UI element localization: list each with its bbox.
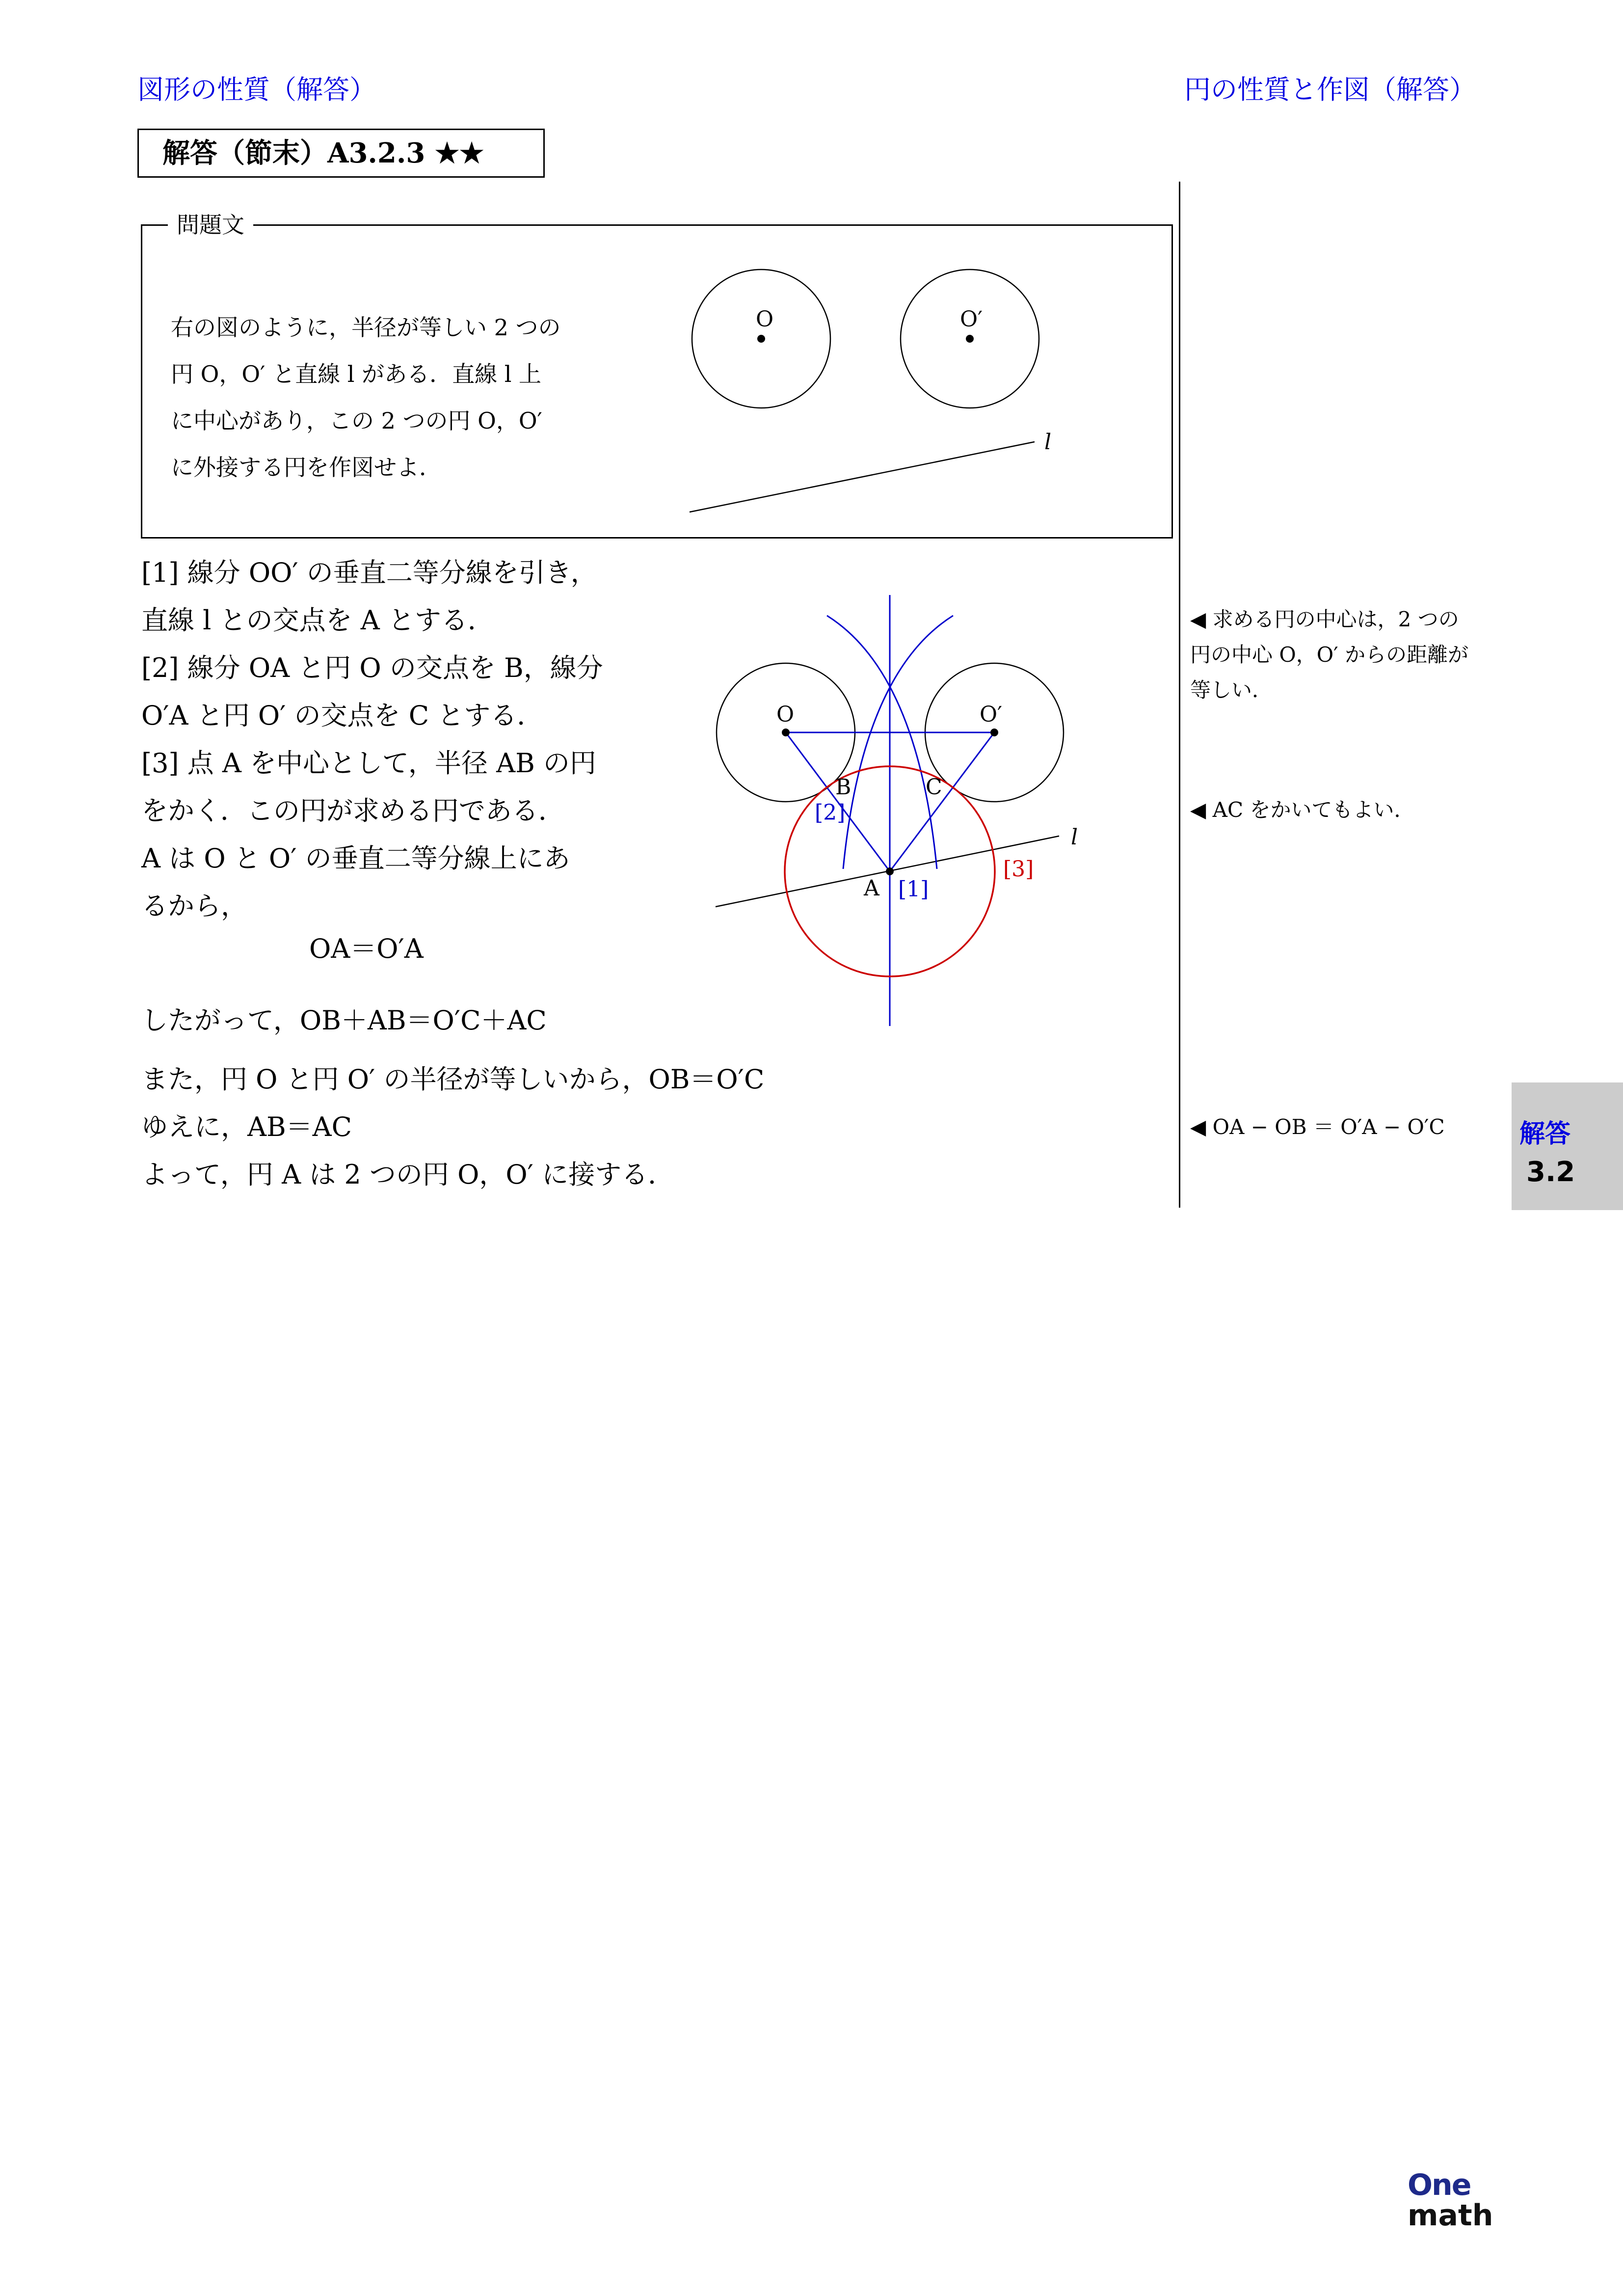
solution-line: したがって，OB＋AB＝O′C＋AC <box>141 1005 547 1036</box>
solution-conclusion <box>141 1055 764 1198</box>
problem-label: 問題文 <box>168 207 253 240</box>
point-a <box>886 867 894 875</box>
problem-line: 円 O，O′ と直線 l がある．直線 l 上 <box>171 361 542 387</box>
label-c: C <box>926 775 942 800</box>
header-right: 円の性質と作図（解答） <box>1184 74 1476 105</box>
label-o-prime: O′ <box>960 307 983 332</box>
margin-note <box>1190 602 1468 708</box>
solution-text <box>141 549 603 930</box>
margin-divider <box>1179 182 1180 1208</box>
margin-note <box>1190 1109 1445 1145</box>
equation-oa: OA＝O′A <box>309 933 424 964</box>
segment-o-prime-a <box>890 732 994 871</box>
point-o-prime <box>990 729 998 736</box>
note-line: 等しい． <box>1190 678 1273 702</box>
label-step3: [3] <box>1003 857 1034 882</box>
problem-box <box>141 212 1173 539</box>
logo-line1: One <box>1408 2168 1471 2202</box>
problem-line: に中心があり，この 2 つの円 O，O′ <box>171 407 543 434</box>
label-step1: [1] <box>898 877 929 902</box>
solution-line: るから， <box>141 891 247 921</box>
label-o-prime: O′ <box>980 702 1003 727</box>
label-step2: [2] <box>815 800 846 825</box>
label-o: O <box>756 307 774 332</box>
solution-line: をかく．この円が求める円である． <box>141 795 565 826</box>
label-o: O <box>776 702 795 727</box>
solution-line: O′A と円 O′ の交点を C とする． <box>141 700 544 731</box>
logo-line2: math <box>1408 2198 1493 2233</box>
answer-title: 解答（節末）A3.2.3 ★★ <box>137 129 545 178</box>
label-a: A <box>864 876 879 901</box>
problem-line: 右の図のように，半径が等しい 2 つの <box>171 314 561 341</box>
solution-line: よって，円 A は 2 つの円 O，O′ に接する． <box>141 1159 675 1190</box>
label-l: l <box>1071 825 1078 850</box>
solution-line: 直線 l との交点を A とする． <box>141 605 494 636</box>
tab-label: 解答 <box>1519 1119 1571 1149</box>
solution-line: [3] 点 A を中心として，半径 AB の円 <box>141 748 596 779</box>
point-o <box>782 729 790 736</box>
note-line: 円の中心 O，O′ からの距離が <box>1190 643 1469 667</box>
solution-line: A は O と O′ の垂直二等分線上にあ <box>141 843 570 874</box>
construction-figure <box>707 589 1129 1031</box>
line-l <box>690 442 1035 512</box>
note-line: ◀ 求める円の中心は，2 つの <box>1190 607 1459 631</box>
onemath-logo <box>1408 2170 1493 2231</box>
tab-section-number: 3.2 <box>1526 1156 1575 1188</box>
problem-figure <box>142 226 1173 540</box>
note-line: ◀ OA − OB ＝ O′A − O′C <box>1190 1115 1445 1139</box>
section-tab <box>1512 1082 1623 1210</box>
solution-line: また，円 O と円 O′ の半径が等しいから，OB＝O′C <box>141 1064 765 1095</box>
label-b: B <box>835 775 851 800</box>
solution-line: ゆえに，AB＝AC <box>141 1111 352 1142</box>
solution-line: [2] 線分 OA と円 O の交点を B，線分 <box>141 652 603 683</box>
center-o <box>757 335 765 343</box>
header-left: 図形の性質（解答） <box>137 74 376 105</box>
note-line: ◀ AC をかいてもよい． <box>1190 798 1415 822</box>
margin-note <box>1190 792 1414 828</box>
solution-line: [1] 線分 OO′ の垂直二等分線を引き， <box>141 557 597 588</box>
problem-line: に外接する円を作図せよ． <box>171 454 442 481</box>
center-o-prime <box>966 335 974 343</box>
label-l: l <box>1044 430 1052 455</box>
solution-therefore <box>141 997 547 1044</box>
